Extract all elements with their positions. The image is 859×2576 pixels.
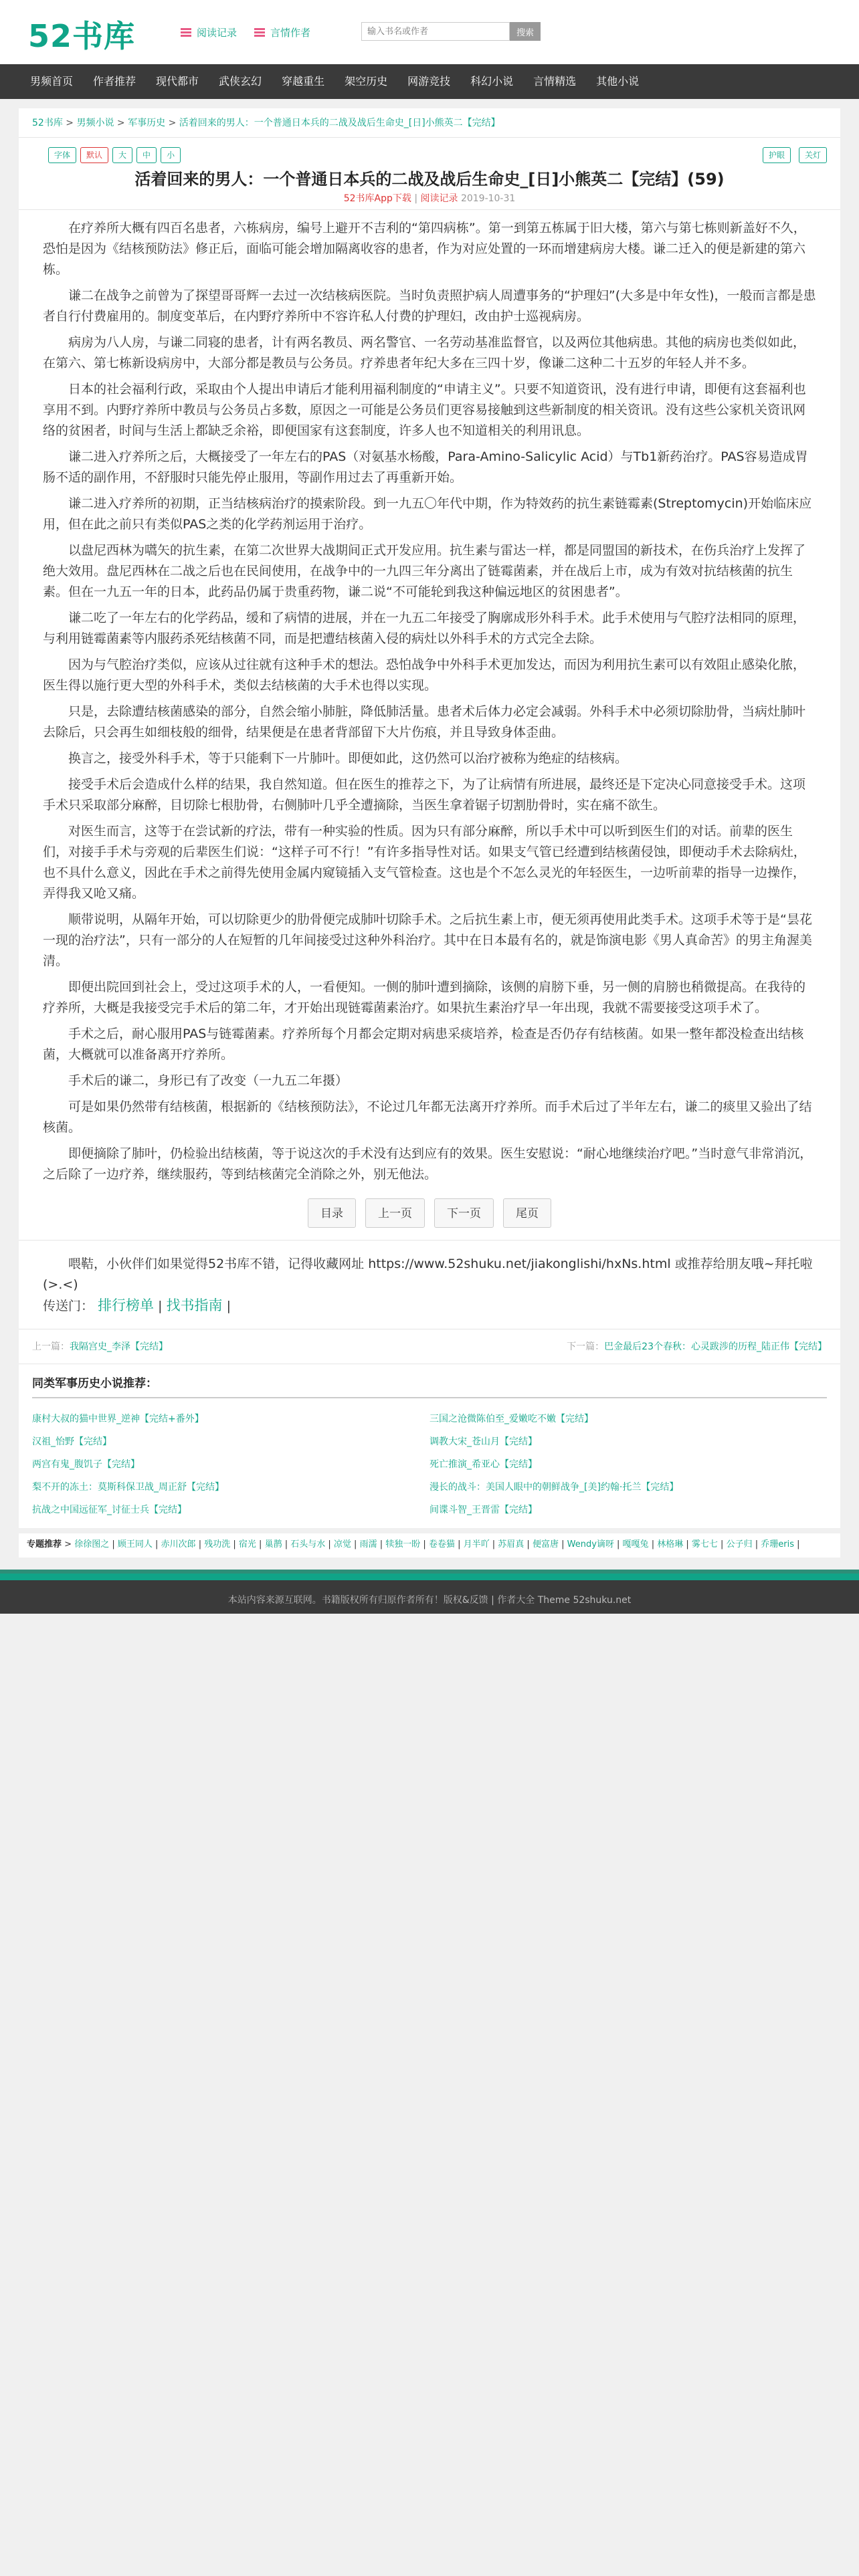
breadcrumb-sep: > <box>66 118 74 128</box>
author-link[interactable]: 乔珊eris <box>761 1539 794 1549</box>
breadcrumb-category[interactable]: 男频小说 <box>76 118 114 128</box>
nav-item[interactable]: 架空历史 <box>345 75 388 88</box>
breadcrumb-subcategory[interactable]: 军事历史 <box>128 118 166 128</box>
author-link[interactable]: 顾王同人 <box>117 1539 153 1549</box>
romance-author-label: 言情作者 <box>270 27 311 39</box>
paragraph: 手术后的谦二，身形已有了改变（一九五二年摄） <box>68 1073 349 1088</box>
paragraph: 手术之后，耐心服用PAS与链霉菌素。疗养所每个月都会定期对病患采痰培养，检查是否仍存有结核菌。如果一整年都没检查出结核菌，大概就可以准备离开疗养所。 <box>43 1027 804 1062</box>
recommend-list <box>32 1412 827 1516</box>
paragraph: 换言之，接受外科手术，等于只能剩下一片肺叶。即便如此，这仍然可以治疗被称为绝症的结核病。 <box>68 751 628 766</box>
nav-item[interactable]: 科幻小说 <box>470 75 514 88</box>
portal-sep: | <box>158 1299 163 1313</box>
author-sep: | <box>489 1539 498 1549</box>
author-sep: | <box>377 1539 386 1549</box>
guide-link[interactable]: 找书指南 <box>166 1297 223 1313</box>
search-input[interactable] <box>361 22 510 41</box>
author-sep: | <box>717 1539 727 1549</box>
author-list <box>74 1539 799 1549</box>
author-link[interactable]: 犊独一盼 <box>385 1539 421 1549</box>
app-download-link[interactable]: 52书库App下载 <box>343 193 411 204</box>
reading-record-link[interactable]: 阅读记录 <box>420 193 458 204</box>
article-content <box>19 210 840 1228</box>
author-link[interactable]: 便富唐 <box>532 1539 559 1549</box>
article-title: 活着回来的男人：一个普通日本兵的二战及战后生命史_[日]小熊英二【完结】(59) <box>134 170 725 189</box>
notice-box <box>19 1240 840 1329</box>
notice-text: 喂鞊，小伙伴们如果觉得52书库不错，记得收藏网址 https://www.52shuku.net/jiakonglishi/hxNs.html 或推荐给朋友哦~拜托啦 (>.<) <box>43 1257 813 1292</box>
author-link[interactable]: 凉觉 <box>333 1539 351 1549</box>
toc-button[interactable]: 目录 <box>308 1198 356 1228</box>
recommend-section <box>19 1364 840 1528</box>
paragraph: 日本的社会福利行政，采取由个人提出申请后才能利用福利制度的“申请主义”。只要不知道资讯，没有进行申请，即便有这套福利也享用不到。内野疗养所中教员与公务员占多数，原因之一可能是公务员们更容易接触到这些新制度的相关资讯。没有这些公家机关资讯网络的贫困者，时间与生活上都缺乏余裕，即便国家有这套制度，许多人也不知道相关的利用讯息。 <box>43 382 806 438</box>
author-sep: | <box>351 1539 360 1549</box>
next-article-link[interactable]: 巴金最后23个春秋：心灵跋涉的历程_陆正伟【完结】 <box>604 1341 827 1352</box>
recommend-item[interactable]: 间谍斗智_王晋雷【完结】 <box>430 1505 537 1515</box>
author-link[interactable]: 苏眉真 <box>498 1539 524 1549</box>
author-sep: | <box>195 1539 205 1549</box>
paragraph: 即便摘除了肺叶，仍检验出结核菌，等于说这次的手术没有达到应有的效果。医生安慰说：“耐心地继续治疗吧。”当时意气非常消沉，之后除了一边疗养，继续服药，等到结核菌完全消除之外，别无他法。 <box>43 1146 813 1182</box>
topics-sep: > <box>64 1539 72 1549</box>
next-page-button[interactable]: 下一页 <box>434 1198 494 1228</box>
paragraph: 接受手术后会造成什么样的结果，我自然知道。但在医生的推荐之下，为了让病情有所进展，最终还是下定决心同意接受手术。这项手术只采取部分麻醉，目切除七根肋骨，右侧肺叶几乎全遭摘除，当医生拿着锯子切割肋骨时，实在痛不欲生。 <box>43 777 806 813</box>
paragraph: 顺带说明，从隔年开始，可以切除更少的肋骨便完成肺叶切除手术。之后抗生素上市，便无须再使用此类手术。这项手术等于是“昙花一现的治疗法”，只有一部分的人在短暂的几年间接受过这种外科治疗。其中在日本最有名的，就是饰演电影《男人真命苦》的男主角渥美清。 <box>43 912 812 968</box>
prev-article-link[interactable]: 我隔宫史_李泽【完结】 <box>70 1341 168 1352</box>
portal-links <box>43 1295 816 1317</box>
meta-sep: | <box>414 193 418 204</box>
nav-item[interactable]: 网游竞技 <box>407 75 451 88</box>
paragraph: 谦二吃了一年左右的化学药品，缓和了病情的进展，并在一九五二年接受了胸廓成形外科手术。此手术使用与气腔疗法相同的原理，与利用链霉菌素等内服药杀死结核菌不同，而是把遭结核菌入侵的病灶以外科手术的方式完全去除。 <box>43 611 806 646</box>
author-link[interactable]: 卷卷猫 <box>428 1539 455 1549</box>
breadcrumb-sep: > <box>116 118 125 128</box>
reading-record-link[interactable] <box>181 25 237 39</box>
paragraph: 因为与气腔治疗类似，应该从过往就有这种手术的想法。恐怕战争中外科手术更加发达，而因为利用抗生素可以有效阻止感染化脓，医生得以施行更大型的外科手术，类似去结核菌的大手术也得以实现。 <box>43 657 806 693</box>
author-sep: | <box>230 1539 239 1549</box>
main-nav <box>0 64 859 99</box>
paragraph: 可是如果仍然带有结核菌，根据新的《结核预防法》，不论过几年都无法离开疗养所。而手术后过了半年左右，谦二的痰里又验出了结核菌。 <box>43 1099 812 1135</box>
author-sep: | <box>109 1539 118 1549</box>
recommend-item[interactable]: 三国之沧微陈伯至_爱嫩吃不嫩【完结】 <box>430 1414 593 1424</box>
author-link[interactable]: 雨濡 <box>359 1539 377 1549</box>
author-sep: | <box>558 1539 567 1549</box>
main-panel <box>19 108 840 1528</box>
author-sep: | <box>454 1539 464 1549</box>
publish-date: 2019-10-31 <box>460 193 516 204</box>
author-sep: | <box>648 1539 658 1549</box>
prev-label: 上一篇： <box>32 1341 70 1352</box>
nav-item[interactable]: 穿越重生 <box>282 75 325 88</box>
font-medium-button[interactable]: 中 <box>136 147 157 163</box>
recommend-item[interactable]: 抗战之中国远征军_讨征士兵【完结】 <box>32 1505 187 1515</box>
author-sep: | <box>524 1539 533 1549</box>
author-link[interactable]: 巢鹊 <box>264 1539 282 1549</box>
author-link[interactable]: 林格琳 <box>657 1539 684 1549</box>
theme-tools <box>763 147 827 163</box>
list-icon <box>181 28 191 37</box>
nav-item[interactable]: 其他小说 <box>596 75 640 88</box>
prev-next-articles <box>19 1329 840 1364</box>
search-button[interactable]: 搜索 <box>510 22 541 41</box>
recommend-item[interactable]: 两宫有鬼_腹饥子【完结】 <box>32 1459 140 1470</box>
font-tools <box>48 147 181 163</box>
portal-sep: | <box>226 1299 231 1313</box>
article-header <box>19 138 840 210</box>
topics-label: 专题推荐 <box>27 1539 62 1549</box>
author-sep: | <box>325 1539 334 1549</box>
font-label-button[interactable]: 字体 <box>48 147 76 163</box>
breadcrumb-current[interactable]: 活着回来的男人：一个普通日本兵的二战及战后生命史_[日]小熊英二【完结】 <box>179 118 500 128</box>
author-link[interactable]: 雾七七 <box>691 1539 718 1549</box>
search-form <box>361 22 541 41</box>
paragraph: 谦二进入疗养所的初期，正当结核病治疗的摸索阶段。到一九五〇年代中期，作为特效药的抗生素链霉素(Streptomycin)开始临床应用，但在此之前只有类似PAS之类的化学药剂运用于治疗。 <box>43 496 812 532</box>
footer-accent-bar <box>0 1570 859 1574</box>
author-link[interactable]: Wendy谪呀 <box>567 1539 614 1549</box>
author-sep: | <box>793 1539 800 1549</box>
reading-record-label: 阅读记录 <box>197 27 237 39</box>
paragraph: 对医生而言，这等于在尝试新的疗法，带有一种实验的性质。因为只有部分麻醉，所以手术中可以听到医生们的对话。前辈的医生们，对接手手术与旁观的后辈医生们说：“这样子可不行！”有许多指导性对话。如果支气管已经遭到结核菌侵蚀，即便动手术去除病灶，也不具什么意义，因此在手术之前得先使用金属内窥镜插入支气管检查。这也是个不怎么灵光的年轻医生，一边听前辈的指导一边操作，弄得我又呛又痛。 <box>43 824 806 901</box>
paragraph: 以盘尼西林为嚆矢的抗生素，在第二次世界大战期间正式开发应用。抗生素与雷达一样，都是同盟国的新技术，在伤兵治疗上发挥了绝大效用。盘尼西林在二战之后也在民间使用，在战争中的一九四三年分离出了链霉菌素，并在战后上市，成为有效对抗结核菌的抗生素。但在一九五一年的日本，此药品仍属于贵重药物，谦二说“不可能轮到我这种偏远地区的贫困患者”。 <box>43 543 806 599</box>
paragraph: 只是，去除遭结核菌感染的部分，自然会缩小肺脏，降低肺活量。患者术后体力必定会减弱。外科手术中必须切除肋骨，当病灶肺叶去除后，只会再生如细枝般的细骨，结果便是在患者背部留下大片伤痕，并且导致身体歪曲。 <box>43 704 806 740</box>
author-sep: | <box>683 1539 692 1549</box>
list-icon <box>254 28 265 37</box>
pager <box>43 1198 816 1228</box>
recommend-item[interactable]: 死亡推演_希亚心【完结】 <box>430 1459 537 1470</box>
recommend-title: 同类军事历史小说推荐： <box>32 1374 827 1398</box>
author-sep: | <box>152 1539 161 1549</box>
author-sep: | <box>752 1539 761 1549</box>
breadcrumb-home[interactable]: 52书库 <box>32 118 63 128</box>
author-link[interactable]: 月半吖 <box>463 1539 490 1549</box>
nav-item[interactable]: 作者推荐 <box>93 75 136 88</box>
recommend-item[interactable]: 漫长的战斗：美国人眼中的朝鲜战争_[美]约翰·托兰【完结】 <box>430 1482 679 1493</box>
romance-author-link[interactable] <box>254 25 310 39</box>
author-sep: | <box>613 1539 623 1549</box>
site-header <box>0 0 859 64</box>
nav-item[interactable]: 武侠玄幻 <box>219 75 262 88</box>
recommend-item[interactable]: 调教大宋_苍山月【完结】 <box>430 1436 537 1447</box>
paragraph: 即便出院回到社会上，受过这项手术的人，一看便知。一侧的肺叶遭到摘除，该侧的肩膀下垂，另一侧的肩膀也稍微提高。在我待的疗养所，大概是我接受完手术后的第二年，才开始出现链霉菌素治疗。如果抗生素治疗早一年出现，我就不需要接受这项手术了。 <box>43 980 806 1015</box>
recommend-item[interactable]: 梨不开的冻土：莫斯科保卫战_周正舒【完结】 <box>32 1482 224 1493</box>
paragraph: 谦二在战争之前曾为了探望哥哥辉一去过一次结核病医院。当时负责照护病人周遭事务的“护理妇”(大多是中年女性)，一般而言都是患者自行付费雇用的。制度变革后，在内野疗养所中不容许私人付费的护理妇，改由护士巡视病房。 <box>43 288 816 324</box>
eye-care-button[interactable]: 护眼 <box>763 147 791 163</box>
font-default-button[interactable]: 默认 <box>80 147 108 163</box>
footer-text: 本站内容来源互联网。书籍版权所有归原作者所有！版权&反馈 | 作者大全 Theme 52shuku.net <box>227 1595 632 1606</box>
author-link[interactable]: 宿光 <box>238 1539 256 1549</box>
breadcrumb <box>19 108 840 138</box>
nav-item[interactable]: 男频首页 <box>30 75 74 88</box>
portal-label: 传送门： <box>43 1299 94 1313</box>
author-topics <box>19 1533 840 1558</box>
lights-off-button[interactable]: 关灯 <box>799 147 827 163</box>
author-link[interactable]: 嘎嘎兔 <box>622 1539 649 1549</box>
site-logo[interactable]: 52书库 <box>28 18 136 54</box>
last-page-button[interactable]: 尾页 <box>503 1198 551 1228</box>
site-footer <box>0 1574 859 1614</box>
font-large-button[interactable]: 大 <box>112 147 132 163</box>
prev-page-button[interactable]: 上一页 <box>365 1198 425 1228</box>
recommend-item[interactable]: 汉祖_怡野【完结】 <box>32 1436 112 1447</box>
recommend-item[interactable]: 康村大叔的猫中世界_逆神【完结+番外】 <box>32 1414 204 1424</box>
paragraph: 在疗养所大概有四百名患者，六栋病房，编号上避开不吉利的“第四病栋”。第一到第五栋属于旧大楼，第六与第七栋则新盖好不久，恐怕是因为《结核预防法》修正后，面临可能会增加隔离收容的患者，作为对应处置的一环而增建病房大楼。谦二迁入的便是新建的第六栋。 <box>43 221 806 277</box>
breadcrumb-sep: > <box>168 118 177 128</box>
author-link[interactable]: 徐徐图之 <box>74 1539 110 1549</box>
article-meta <box>19 191 840 205</box>
author-link[interactable]: 石头与水 <box>290 1539 326 1549</box>
paragraph: 谦二进入疗养所之后，大概接受了一年左右的PAS（对氨基水杨酸，Para-Amino-Salicylic Acid）与Tb1新药治疗。PAS容易造成胃肠不适的副作用，不舒服时只能先停止服用，等副作用过去了再重新开始。 <box>43 449 808 485</box>
author-link[interactable]: 赤川次郎 <box>161 1539 196 1549</box>
font-small-button[interactable]: 小 <box>161 147 181 163</box>
next-article <box>567 1329 827 1364</box>
next-label: 下一篇： <box>567 1341 605 1352</box>
author-link[interactable]: 公子归 <box>726 1539 753 1549</box>
nav-item[interactable]: 言情精选 <box>533 75 577 88</box>
nav-item[interactable]: 现代都市 <box>156 75 199 88</box>
author-link[interactable]: 残功洗 <box>204 1539 231 1549</box>
author-sep: | <box>282 1539 291 1549</box>
author-sep: | <box>420 1539 429 1549</box>
paragraph: 病房为八人房，与谦二同寝的患者，计有两名教员、两名警官、一名劳动基准监督官，以及两位其他病患。其他的病房也类似如此，在第六、第七栋新设病房中，大部分都是教员与公务员。疗养患者年纪大多在三四十岁，像谦二这种二十五岁的年轻人并不多。 <box>43 335 806 370</box>
author-sep: | <box>256 1539 265 1549</box>
ranking-link[interactable]: 排行榜单 <box>98 1297 155 1313</box>
